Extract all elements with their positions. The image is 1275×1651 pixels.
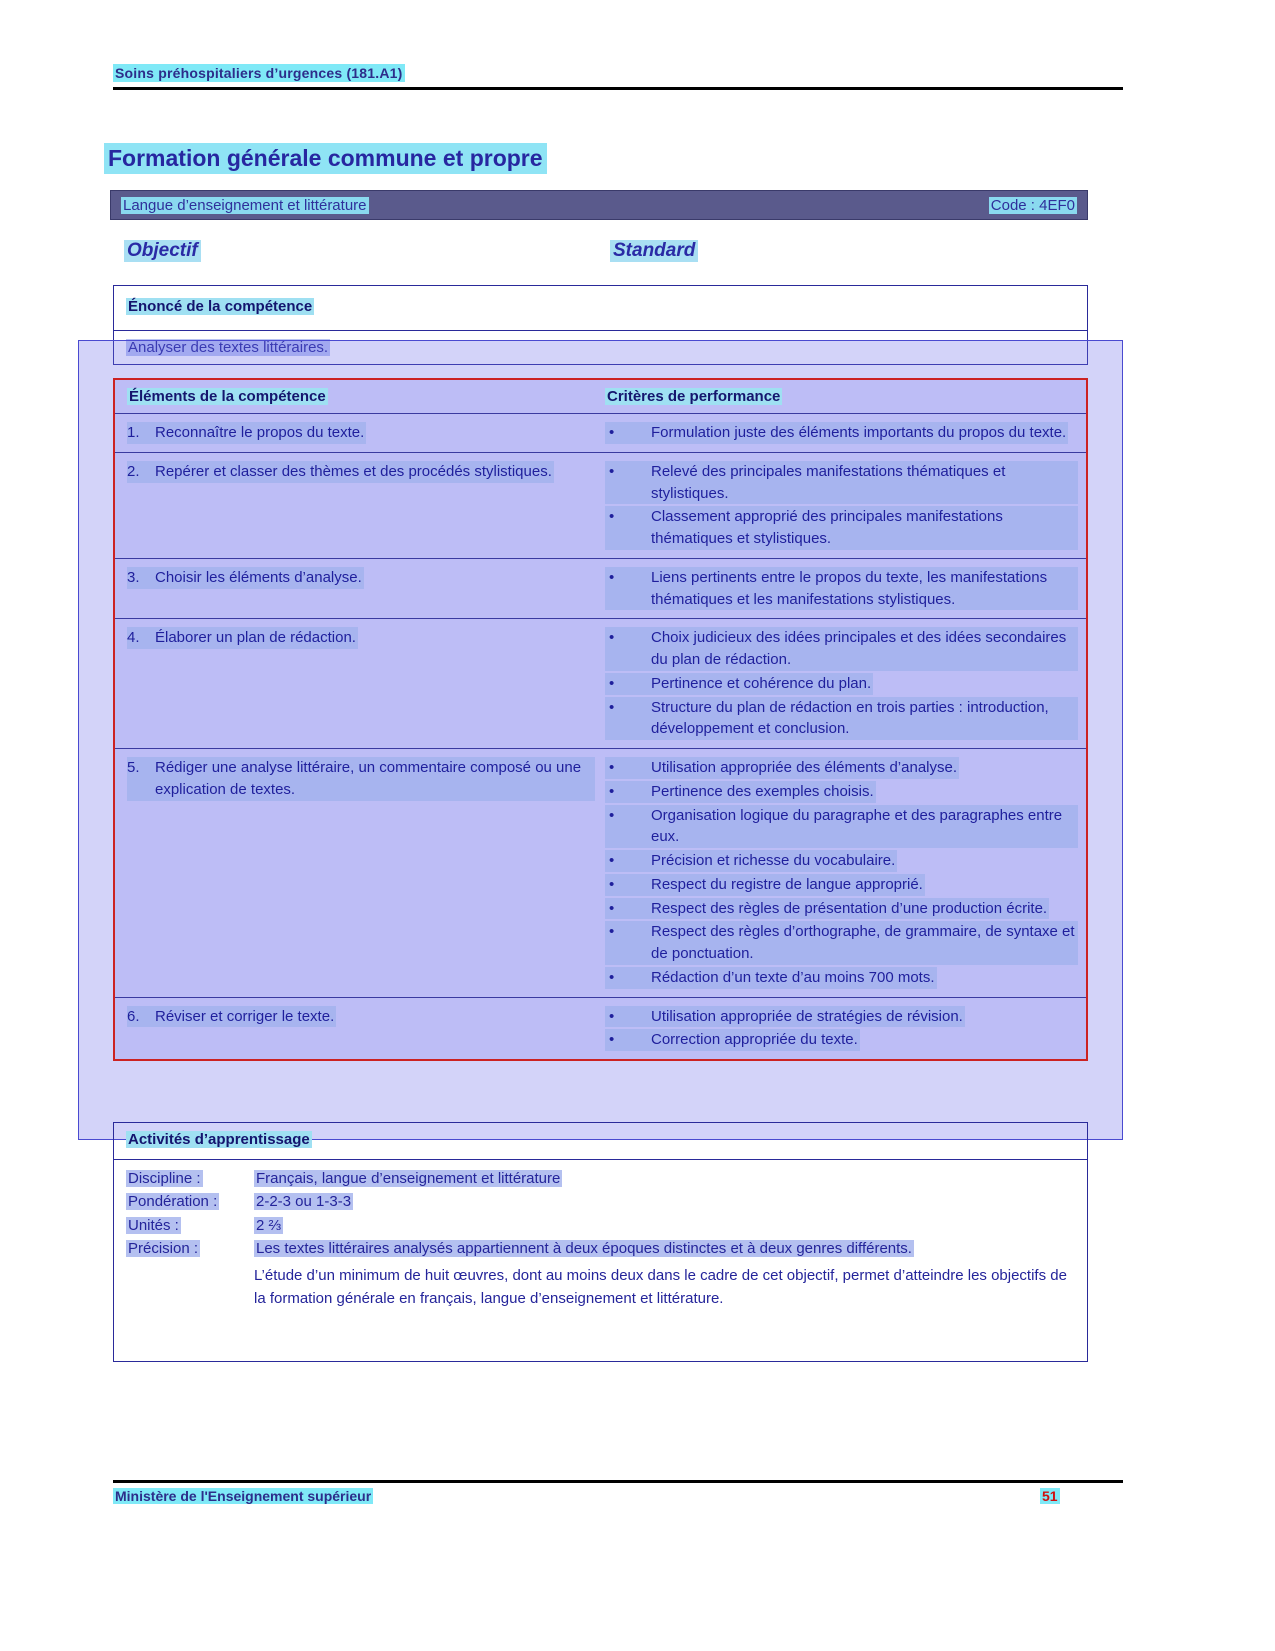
element-text: Choisir les éléments d’analyse. — [153, 567, 364, 589]
activity-unites-row — [126, 1214, 1077, 1237]
bullet-icon: • — [605, 697, 649, 741]
element-cell — [115, 453, 605, 558]
standard-heading: Standard — [610, 240, 698, 262]
activity-ponderation-row — [126, 1190, 1077, 1213]
criterion-text: Rédaction d’un texte d’au moins 700 mots. — [649, 967, 937, 989]
discipline-name: Langue d’enseignement et littérature — [123, 196, 367, 214]
criterion-text: Choix judicieux des idées principales et des idées secondaires du plan de rédaction. — [649, 627, 1078, 671]
footer-page-number: 51 — [1042, 1488, 1058, 1504]
competency-statement-label: Énoncé de la compétence — [128, 298, 313, 315]
element-number: 4. — [127, 627, 153, 649]
element-text: Réviser et corriger le texte. — [153, 1006, 336, 1028]
criterion-text: Formulation juste des éléments importants du propos du texte. — [649, 422, 1068, 444]
table-row — [115, 453, 1086, 559]
precision-key: Précision : — [128, 1239, 199, 1257]
element-text: Élaborer un plan de rédaction. — [153, 627, 358, 649]
table-row — [115, 619, 1086, 749]
ponderation-key: Pondération : — [128, 1193, 218, 1211]
element-number: 3. — [127, 567, 153, 589]
column-headings — [110, 240, 1088, 268]
competency-table — [113, 378, 1088, 1061]
element-cell — [115, 559, 605, 619]
competency-statement-box — [113, 285, 1088, 365]
learning-activities-body — [126, 1167, 1077, 1311]
activity-precision-note-row — [126, 1264, 1077, 1311]
element-cell — [115, 414, 605, 452]
bullet-icon: • — [605, 967, 649, 989]
criterion-text: Structure du plan de rédaction en trois parties : introduction, développement et conclusion. — [649, 697, 1078, 741]
criterion-text: Classement approprié des principales manifestations thématiques et stylistiques. — [649, 506, 1078, 550]
element-number: 5. — [127, 757, 153, 801]
criterion-text: Liens pertinents entre le propos du texte, les manifestations thématiques et les manifestations stylistiques. — [649, 567, 1078, 611]
learning-activities-divider — [114, 1159, 1087, 1160]
element-text: Reconnaître le propos du texte. — [153, 422, 366, 444]
table-header-row — [115, 380, 1086, 414]
competency-code: Code : 4EF0 — [990, 196, 1075, 214]
program-title: Soins préhospitaliers d’urgences (181.A1) — [115, 65, 403, 81]
bullet-icon: • — [605, 805, 649, 849]
ponderation-value: 2-2-3 ou 1-3-3 — [256, 1193, 352, 1211]
unites-value: 2 ⅔ — [256, 1216, 282, 1234]
bullet-icon: • — [605, 921, 649, 965]
table-row — [115, 998, 1086, 1060]
criteria-cell — [605, 414, 1086, 452]
criteria-cell — [605, 453, 1086, 558]
criterion-text: Précision et richesse du vocabulaire. — [649, 850, 897, 872]
bullet-icon: • — [605, 627, 649, 671]
bullet-icon: • — [605, 506, 649, 550]
criteria-cell — [605, 619, 1086, 748]
page-title: Formation générale commune et propre — [104, 143, 547, 174]
criterion-text: Pertinence des exemples choisis. — [649, 781, 876, 803]
criteria-cell — [605, 559, 1086, 619]
bullet-icon: • — [605, 898, 649, 920]
criteria-cell — [605, 749, 1086, 997]
element-text: Rédiger une analyse littéraire, un commentaire composé ou une explication de textes. — [153, 757, 595, 801]
element-cell — [115, 998, 605, 1060]
criterion-text: Pertinence et cohérence du plan. — [649, 673, 873, 695]
bullet-icon: • — [605, 1006, 649, 1028]
criterion-text: Organisation logique du paragraphe et des paragraphes entre eux. — [649, 805, 1078, 849]
element-cell — [115, 749, 605, 997]
criterion-text: Respect des règles d’orthographe, de grammaire, de syntaxe et de ponctuation. — [649, 921, 1078, 965]
footer-ministry: Ministère de l'Enseignement supérieur — [115, 1488, 372, 1504]
element-number: 2. — [127, 461, 153, 483]
precision-note: L’étude d’un minimum de huit œuvres, dont au moins deux dans le cadre de cet objectif, permet d’atteindre les objectifs de la formation générale en français, langue d’enseignement et littérature. — [254, 1267, 1067, 1308]
competency-statement-value: Analyser des textes littéraires. — [128, 339, 329, 356]
competency-statement-divider — [114, 330, 1087, 331]
discipline-key: Discipline : — [128, 1170, 201, 1187]
criterion-text: Utilisation appropriée des éléments d’analyse. — [649, 757, 959, 779]
bullet-icon: • — [605, 422, 649, 444]
objectif-heading: Objectif — [124, 240, 201, 262]
table-header-criteria: Critères de performance — [607, 388, 781, 405]
page-header — [113, 64, 1123, 90]
bullet-icon: • — [605, 757, 649, 779]
learning-activities-box — [113, 1122, 1088, 1362]
learning-activities-label: Activités d’apprentissage — [128, 1131, 310, 1148]
table-row — [115, 559, 1086, 620]
criteria-cell — [605, 998, 1086, 1060]
header-divider — [113, 87, 1123, 90]
criterion-text: Respect des règles de présentation d’une production écrite. — [649, 898, 1049, 920]
bullet-icon: • — [605, 850, 649, 872]
discipline-value: Français, langue d’enseignement et littérature — [256, 1170, 561, 1187]
unites-key: Unités : — [128, 1216, 179, 1234]
activity-precision-row — [126, 1237, 1077, 1260]
bullet-icon: • — [605, 781, 649, 803]
bullet-icon: • — [605, 1029, 649, 1051]
criterion-text: Relevé des principales manifestations thématiques et stylistiques. — [649, 461, 1078, 505]
table-header-elements: Éléments de la compétence — [129, 388, 326, 405]
element-number: 6. — [127, 1006, 153, 1028]
table-row — [115, 749, 1086, 998]
bullet-icon: • — [605, 461, 649, 505]
bullet-icon: • — [605, 673, 649, 695]
element-text: Repérer et classer des thèmes et des procédés stylistiques. — [153, 461, 554, 483]
discipline-bar — [110, 190, 1088, 220]
criterion-text: Respect du registre de langue approprié. — [649, 874, 925, 896]
footer-divider — [113, 1480, 1123, 1483]
criterion-text: Correction appropriée du texte. — [649, 1029, 860, 1051]
activity-discipline-row — [126, 1167, 1077, 1190]
bullet-icon: • — [605, 874, 649, 896]
precision-value: Les textes littéraires analysés appartiennent à deux époques distinctes et à deux genres différents. — [256, 1239, 912, 1257]
bullet-icon: • — [605, 567, 649, 611]
table-row — [115, 414, 1086, 453]
criterion-text: Utilisation appropriée de stratégies de révision. — [649, 1006, 965, 1028]
element-cell — [115, 619, 605, 748]
element-number: 1. — [127, 422, 153, 444]
